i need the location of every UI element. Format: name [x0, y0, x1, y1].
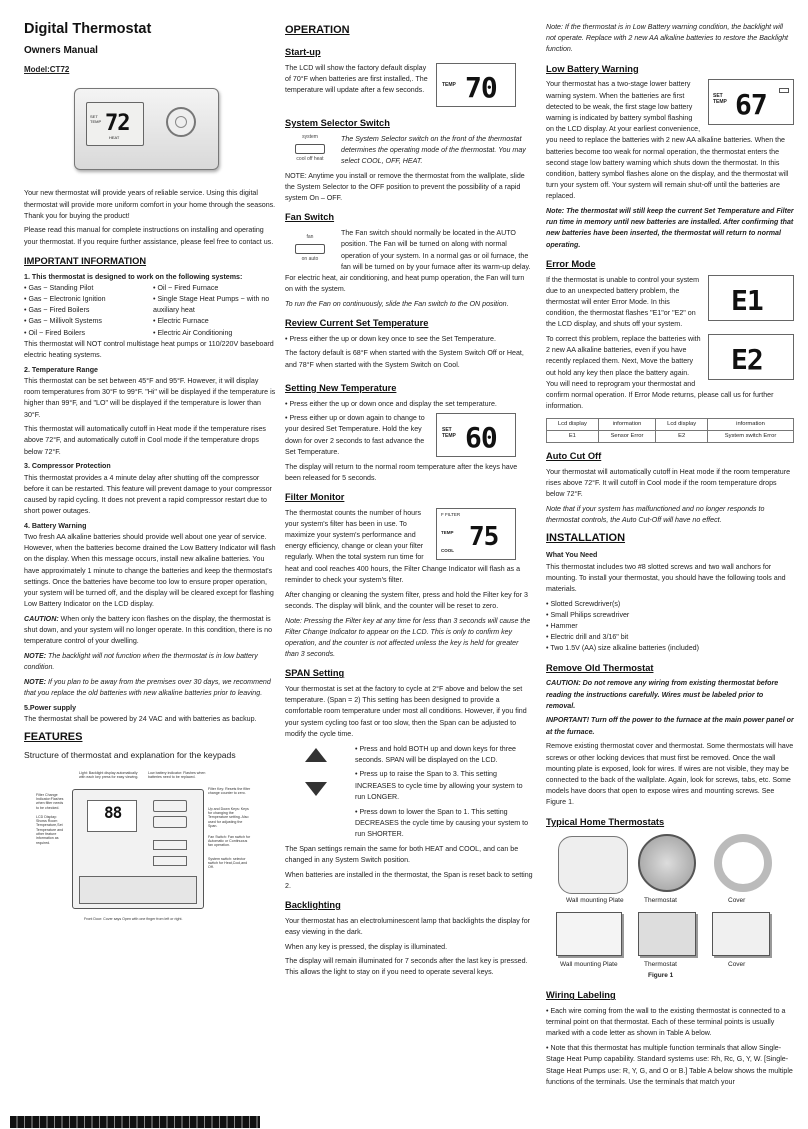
diagram-thermostat-body [72, 789, 204, 909]
selector-switch-slot[interactable] [295, 144, 325, 154]
system-item: • Gas ~ Standing Pilot [24, 283, 94, 292]
system-item: • Electric Air Conditioning [153, 328, 233, 337]
span-step-3: • Press down to lower the Span to 1. This setting DECREASES the cycle time by causing your system to run SHORTER. [355, 807, 529, 838]
figure-label: Wall mounting Plate [566, 897, 624, 905]
list-item: • Electric drill and 3/16" bit [546, 633, 629, 642]
document-subtitle: Owners Manual [24, 44, 98, 56]
systems-list-right [153, 283, 276, 339]
diagram-callout-filter-key: Filter Key: Resets the filter change counter to zero. [208, 786, 251, 796]
error-code-table [546, 418, 794, 443]
system-item: • Single Stage Heat Pumps ~ with no auxiliary heat [153, 294, 270, 315]
fan-switch[interactable] [285, 234, 335, 264]
low-battery-heading: Low Battery Warning [546, 63, 639, 74]
diagram-callout-up-down: Up and Down Keys: Keys for changing the Temperature setting. Also used for adjusting the Span. [208, 806, 249, 828]
diagram-lcd-value: 88 [104, 802, 122, 822]
setting-lcd-value: 60 [465, 421, 497, 455]
startup-lcd-label: TEMP [442, 82, 456, 89]
caution-text: When only the battery icon flashes on the display, the thermostat is shut down, and your system will no longer operate. In this condition, there is no temperature control of your dwelling. [24, 614, 273, 646]
fan-note: To run the Fan on continuously, slide the Fan switch to the ON position. [285, 299, 509, 308]
features-heading: FEATURES [24, 730, 83, 743]
fan-switch-title: fan [306, 234, 314, 241]
figure-label: Thermostat [644, 961, 677, 969]
caution-label: CAUTION: [24, 614, 59, 623]
remove-heading: Remove Old Thermostat [546, 662, 654, 673]
note-label: NOTE: [24, 677, 47, 686]
diagram-callout-lcd: LCD Display: Shows Room Temperature,Set Temperature and other feature information as required. [36, 814, 64, 845]
low-battery-backlight-note: Note: If the thermostat is in Low Battery warning condition, the backlight will not operate. Replace with 2 new AA alkaline batteries to restore the Backlight function. [546, 23, 788, 54]
review-heading: Review Current Set Temperature [285, 318, 429, 329]
systems-subheading: 1. This thermostat is designed to work on the following systems: [24, 272, 243, 281]
thermostat-illustration [74, 82, 219, 178]
setting-lcd [436, 413, 516, 457]
table-cell: Sensor Error [598, 431, 656, 443]
review-paragraph: The factory default is 68°F when started with the System Switch Off or Heat, and 78°F when started with the System Switch on Cool. [285, 349, 524, 369]
filter-lcd-flag: F FILTER [441, 511, 461, 517]
figure-label: Wall mounting Plate [560, 961, 618, 969]
list-item: • Hammer [546, 622, 578, 631]
setting-bullet-1: • Press either the up or down once and display the set temperature. [285, 399, 497, 408]
table-header-cell: information [708, 418, 794, 430]
setting-bullet-2: • Press either up or down again to change to your desired Set Temperature. Hold the key down for over 2 seconds to fast advance the Set Temperature. [285, 414, 425, 456]
note-label: NOTE: [24, 652, 47, 661]
table-header-cell: Lcd display [547, 418, 599, 430]
setting-heading: Setting New Temperature [285, 382, 397, 393]
device-lcd-value: 72 [105, 111, 130, 137]
filter-paragraph-2: After changing or cleaning the system filter, press and hold the Filter key for 3 seconds. The display will blink, and the counter will be reset to zero. [285, 590, 528, 610]
rect-thermostat-image [638, 912, 696, 956]
span-steps [285, 744, 534, 841]
remove-paragraph: Remove existing thermostat cover and thermostat. Some thermostats will have screws or other locking devices that must first be removed. Once the wall mounting plate is exposed, look for wires. If wires are not visible, they may be connected to the back of the wallplate. Again, look for screws, tabs, etc. Some models have doors that open to expose wires and mounting screws. See Figure 1. [546, 742, 794, 807]
selector-paragraph: The System Selector switch on the front of the thermostat determines the operating mode of the thermostat. You may select COOL, OFF, HEAT. [341, 134, 526, 166]
fan-switch-slot[interactable] [295, 244, 325, 254]
column-right [546, 22, 794, 1091]
backlight-paragraph-3: The display will remain illuminated for 7 seconds after the last key is pressed. This allows the light to stay on if you need to operate several keys. [285, 957, 528, 977]
review-bullet: • Press either the up or down key once to see the Set Temperature. [285, 334, 496, 343]
rect-wall-plate-image [556, 912, 622, 956]
fan-paragraph: The Fan switch should normally be located in the AUTO position. The Fan will be turned on along with normal operation of your system. In a normal gas or oil furnace, the fan will be turned on by your furnace after its warm-up delay. For electric heat, air conditioning, and heat pump operation, the Fan will turn on with the system. [285, 229, 531, 294]
device-lcd [86, 102, 144, 146]
column-left [24, 22, 276, 937]
system-item: • Gas ~ Electronic Ignition [24, 294, 106, 303]
what-you-need-paragraph: This thermostat includes two #8 slotted screws and two wall anchors for mounting. To install your thermostat, you should have the following tools and materials. [546, 562, 786, 593]
figure-label: Cover [728, 897, 746, 905]
caution-paragraph [24, 614, 276, 648]
startup-lcd-value: 70 [465, 71, 497, 105]
intro-paragraph-1: Your new thermostat will provide years of reliable service. Using this digital thermostat will provide more uniform comfort in your home through the seasons. Thank you for buying the product! [24, 189, 276, 220]
span-paragraph-2: The Span settings remain the same for both HEAT and COOL, and can be changed in any System Switch position. [285, 844, 519, 864]
startup-lcd [436, 63, 516, 107]
figure-1 [546, 832, 794, 982]
power-paragraph: The thermostat shall be powered by 24 VAC and with batteries as backup. [24, 715, 257, 724]
rect-cover-image [712, 912, 770, 956]
filter-lcd [436, 508, 516, 560]
not-control-paragraph: This thermostat will NOT control multistage heat pumps or 110/220V baseboard electric heating systems. [24, 339, 274, 359]
error-paragraph-2: To correct this problem, replace the batteries with 2 new AA alkaline batteries, even if you have recently replaced them. Next, Move the battery out hold any key then place the battery again. You will need to reprogram your thermostat and confirm normal operation. If Error Mode returns, please call us for further information. [546, 335, 774, 411]
system-item: • Electric Furnace [153, 317, 209, 326]
round-thermostat-image [638, 834, 696, 892]
table-header-row [547, 418, 794, 430]
what-you-need-heading: What You Need [546, 551, 598, 560]
low-battery-note: Note: The thermostat will still keep the current Set Temperature and Filter run time in memory until new batteries are installed. After confirming that new batteries have been inserted, the thermostat will return to normal operating. [546, 207, 794, 249]
note-text: If you plan to be away from the premises over 30 days, we recommend that you replace the old batteries with new alkaline batteries prior to leaving. [24, 677, 271, 698]
auto-cut-off-paragraph-2: Note that if your system has malfunctioned and no longer responds to thermostat controls, the Auto Cut-Off will have no effect. [546, 505, 765, 525]
diagram-fan-switch[interactable] [153, 840, 187, 850]
bottom-edge-bar [10, 1116, 260, 1128]
figure-label: Thermostat [644, 897, 677, 905]
error-lcd-1-value: E1 [731, 283, 763, 317]
diagram-front-door[interactable] [79, 876, 197, 904]
up-key-icon[interactable] [305, 748, 327, 762]
round-cover-image [714, 834, 772, 892]
fan-heading: Fan Switch [285, 212, 335, 223]
span-paragraph-1: Your thermostat is set at the factory to cycle at 2°F above and below the set temperature. (Span = 2) This setting has been designed to provide a comfortable room temperature under most all conditions. However, if you find your system cycling too fast or too slow, then the Span can be adjusted to modify the cycle time. [285, 685, 527, 738]
filter-note: Note: Pressing the Filter key at any time for less than 3 seconds will cause the Filter Change Indicator to appear on the LCD. This is only to confirm key operation, and the counter is not affected unless the key is held for greater than 3 seconds. [285, 616, 531, 659]
table-cell: E2 [656, 431, 708, 443]
diagram-callout-battery: Low battery indicator: Flashes when batteries need to be replaced. [148, 770, 206, 780]
span-step-1: • Press and hold BOTH up and down keys for three seconds. SPAN will be displayed on the LCD. [355, 744, 516, 764]
system-item: • Oil ~ Fired Boilers [24, 328, 86, 337]
tools-list [546, 599, 794, 655]
typical-thermostats-heading: Typical Home Thermostats [546, 816, 665, 827]
span-paragraph-3: When batteries are installed in the thermostat, the Span is reset back to setting 2. [285, 870, 533, 890]
systems-list [24, 283, 276, 339]
diagram-callout-door: Front Door: Cover says Open with one finger from left or right. [84, 916, 183, 921]
selector-heading: System Selector Switch [285, 118, 390, 129]
operation-heading: OPERATION [285, 24, 350, 36]
diagram-system-switch[interactable] [153, 856, 187, 866]
wiring-paragraph-1: • Each wire coming from the wall to the existing thermostat is connected to a terminal point on that thermostat. Each of these terminal points is usually marked with a code letter as shown in Table A below. [546, 1006, 786, 1038]
auto-cut-off-paragraph-1: Your thermostat will automatically cutoff in Heat mode if the room temperature rises above 72°F. It will cutoff in Cool mode if the room temperature drops below 72°F. [546, 467, 791, 499]
error-lcd-2-value: E2 [731, 343, 763, 377]
diagram-callout-filter: Filter Change Indicator:Flashes when filter needs to be checked. [36, 792, 64, 810]
backlight-heading: Backlighting [285, 899, 341, 910]
diagram-up-key[interactable] [153, 800, 187, 812]
error-lcd-1 [708, 275, 794, 321]
figure-caption: Figure 1 [648, 972, 674, 980]
low-battery-lcd [708, 79, 794, 125]
list-item: • Small Philips screwdriver [546, 610, 630, 619]
column-middle [285, 22, 534, 982]
low-battery-lcd-label: SET TEMP [713, 93, 727, 105]
span-heading: SPAN Setting [285, 668, 345, 679]
filter-lcd-mode: COOL [441, 547, 454, 553]
filter-lcd-value: 75 [469, 521, 499, 552]
selector-switch-positions: cool off heat [296, 155, 324, 162]
system-selector-switch[interactable] [285, 134, 335, 164]
filter-heading: Filter Monitor [285, 491, 345, 502]
power-subheading: 5.Power supply [24, 703, 77, 712]
figure-label: Cover [728, 961, 746, 969]
list-item: • Two 1.5V (AA) size alkaline batteries (included) [546, 644, 699, 653]
table-row [547, 431, 794, 443]
table-header-cell: Lcd display [656, 418, 708, 430]
remove-caution: CAUTION: Do not remove any wiring from existing thermostat before reading the instructions carefully. Wires must be labeled prior to removal. [546, 679, 779, 710]
fan-switch-positions: on auto [301, 256, 319, 263]
list-item: • Slotted Screwdriver(s) [546, 599, 621, 608]
error-lcd-2 [708, 334, 794, 380]
features-subheading: Structure of thermostat and explanation for the keypads [24, 750, 236, 761]
setting-paragraph: The display will return to the normal room temperature after the keys have been released for 5 seconds. [285, 462, 518, 482]
intro-paragraph-2: Please read this manual for complete instructions on installing and operating your thermostat. If you require further assistance, please feel free to contact us. [24, 226, 274, 246]
systems-list-left [24, 283, 147, 339]
temp-range-paragraph-1: This thermostat can be set between 45°F and 95°F. However, it will display room temperatures from 30°F to 99°F. "Hi" will be displayed if the temperature is higher than 99°F, and "LO" will be displayed if the temperature is lower than 30°F. [24, 376, 276, 419]
table-cell: E1 [547, 431, 599, 443]
table-cell: System switch Error [708, 431, 794, 443]
startup-heading: Start-up [285, 47, 321, 58]
device-lcd-label: SET TEMP [90, 114, 102, 124]
temp-range-subheading: 2. Temperature Range [24, 365, 98, 374]
system-item: • Oil ~ Fired Furnace [153, 283, 219, 292]
low-battery-lcd-value: 67 [735, 88, 767, 122]
backlight-paragraph-2: When any key is pressed, the display is illuminated. [285, 942, 448, 951]
wiring-heading: Wiring Labeling [546, 990, 616, 1001]
compressor-paragraph: This thermostat provides a 4 minute delay after shutting off the compressor before it can be restarted. This feature will prevent damage to your compressor caused by rapid cycling. It does not prevent a rapid compressor restart due to short power outages. [24, 473, 272, 516]
diagram-callout-fan: Fan Switch: Fan switch for Automatic or Continuous fan operation. [208, 834, 251, 848]
installation-heading: INSTALLATION [546, 531, 626, 544]
filter-lcd-label: TEMP [441, 529, 454, 535]
battery-subheading: 4. Battery Warning [24, 521, 87, 530]
device-lcd-mode: HEAT [109, 135, 120, 141]
selector-note: NOTE: Anytime you install or remove the thermostat from the wallplate, slide the System Selector to the OFF position to prevent the possibility of a rapid system On – OFF. [285, 171, 525, 203]
note-backlight [24, 651, 276, 673]
document-title: Digital Thermostat [24, 21, 152, 37]
note-away [24, 677, 276, 699]
note-text: The backlight will not function when the thermostat is in low battery condition. [24, 652, 258, 672]
filter-paragraph-1: The thermostat counts the number of hours your system's filter has been in use. To maximize your system's performance and energy efficiency, change or clean your filter regularly. When the total system run time for heat and cool reaches 400 hours, the Filter Change Indicator will flash as a reminder to check your system's filter. [285, 508, 521, 584]
compressor-subheading: 3. Compressor Protection [24, 462, 111, 471]
remove-important: INPORTANT! Turn off the power to the furnace at the main power panel or at the furnace. [546, 716, 794, 736]
wall-plate-image [558, 836, 628, 894]
system-item: • Gas ~ Fired Boilers [24, 306, 90, 315]
battery-icon [779, 88, 789, 93]
down-key-icon[interactable] [305, 782, 327, 796]
auto-cut-off-heading: Auto Cut Off [546, 451, 602, 462]
error-paragraph-1: If the thermostat is unable to control your system due to an unexpected battery problem, the thermostat will enter Error Mode. In this condition, the thermostat flashes "E1"or "E2" on the LCD display, and shuts off your system. [546, 275, 699, 329]
system-item: • Gas ~ Millivolt Systems [24, 317, 102, 326]
low-battery-paragraph: Your thermostat has a two-stage lower battery warning system. When the batteries are first detected to be weak, the first stage low battery warning is indicated by battery symbol flashing on the LCD display. At your earliest convenience, you need to replace the batteries with 2 new AA alkaline batteries. When the batteries become too weak for normal operation, the thermostat enters the second stage low battery warning which shuts down the thermostat. In this condition, battery symbol flashes alone on the display, and the thermostat will turn your system off. Your system will remain shut-off until the batteries are replaced. [546, 80, 789, 201]
model-number: Model:CT72 [24, 64, 70, 74]
setting-lcd-label: SET TEMP [442, 427, 456, 439]
table-header-cell: information [598, 418, 656, 430]
span-step-2: • Press up to raise the Span to 3. This setting INCREASES to cycle time by allowing your system to run LONGER. [355, 770, 523, 801]
temp-range-paragraph-2: This thermostat will automatically cutoff in Heat mode if the temperature rises above 72°F, and automatically cutoff in Cool mode if the temperature drops below 72°F. [24, 425, 266, 456]
important-info-heading: IMPORTANT INFORMATION [24, 255, 147, 266]
diagram-down-key[interactable] [153, 816, 187, 828]
selector-switch-title: system [302, 133, 318, 140]
battery-paragraph: Two fresh AA alkaline batteries should provide well about one year of service. However, when the batteries become drained the Low Battery Indicator will flash on the display. When this message occurs, install new alkaline batteries. You have approximately 1 minute to change the batteries and keep the thermostat's settings. Once the batteries have become too low to ensure proper operation, your system will be turned off, and the display will be cleared except for flashing Low Battery Indicator on the LCD display. [24, 533, 276, 609]
diagram-callout-light: Light: Backlight display automatically with each key press for easy viewing. [79, 770, 139, 780]
backlight-paragraph-1: Your thermostat has an electroluminescent lamp that backlights the display for easy viewing in the dark. [285, 916, 530, 936]
wiring-paragraph-2: • Note that this thermostat has multiple function terminals that allow Single-Stage Heat Pump capability. Standard systems use: Rh, Rc, G, Y, W. [Single-Stage Heat Pumps use: R, Y, G, and O or B.] Table A below shows the multiple functions of the terminals. Use the terminals that match your [546, 1044, 793, 1086]
diagram-callout-system: System switch: selector switch for Heat,Cool,and Off. [208, 856, 248, 870]
keypad-diagram [24, 767, 276, 937]
diagram-lcd [87, 800, 137, 832]
startup-paragraph: The LCD will show the factory default display of 70°F when batteries are first installed,. The temperature will update after a few seconds. [285, 64, 428, 95]
error-heading: Error Mode [546, 258, 596, 269]
